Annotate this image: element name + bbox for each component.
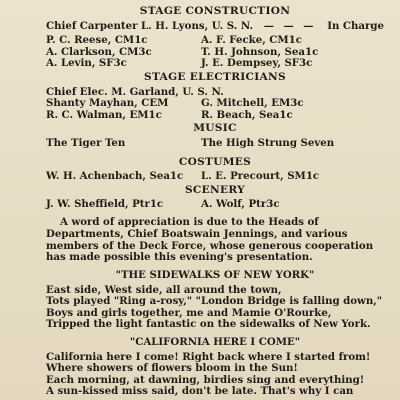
- crew-member: G. Mitchell, EM3c: [201, 97, 304, 110]
- crew-member: Shanty Mayhan, CEM: [46, 97, 169, 110]
- lyric-line: California here I come! Right back where I started from!: [46, 350, 371, 363]
- music-row: [46, 138, 384, 150]
- crew-member: J. W. Sheffield, Ptr1c: [46, 198, 164, 211]
- crew-row: [46, 199, 384, 211]
- crew-member: R. Beach, Sea1c: [201, 108, 293, 121]
- song-title: "CALIFORNIA HERE I COME": [129, 336, 301, 349]
- program-content: [46, 4, 384, 398]
- lyric-line: Boys and girls together, me and Mamie O'Rourke,: [46, 306, 332, 319]
- lyric-line: Tripped the light fantastic on the sidewalks of New York.: [46, 318, 371, 331]
- lyric-line: Where showers of flowers bloom in the Sun!: [46, 362, 298, 375]
- crew-member: A. F. Fecke, CM1c: [201, 34, 302, 47]
- costumes-heading: COSTUMES: [178, 155, 252, 168]
- crew-member: L. E. Precourt, SM1c: [201, 170, 320, 183]
- chief-carpenter: Chief Carpenter L. H. Lyons, U. S. N.: [46, 19, 254, 32]
- lyric-line: Tots played "Ring a-rosy," "London Bridge is falling down,": [46, 295, 383, 308]
- crew-row: [46, 171, 384, 183]
- crew-row: [46, 58, 384, 70]
- music-heading: MUSIC: [193, 122, 237, 135]
- band-name: The High Strung Seven: [201, 136, 335, 149]
- crew-row: [46, 110, 384, 122]
- lyric-line: East side, West side, all around the town,: [46, 283, 282, 296]
- crew-member: R. C. Walman, EM1c: [46, 108, 162, 121]
- charge-dashes: — — —: [263, 19, 317, 32]
- lyric-line: Each morning, at dawning, birdies sing and everything!: [46, 373, 365, 386]
- crew-member: W. H. Achenbach, Sea1c: [46, 170, 184, 183]
- chief-carpenter-line: [46, 21, 384, 33]
- crew-member: A. Wolf, Ptr3c: [201, 198, 280, 211]
- band-name: The Tiger Ten: [46, 136, 126, 149]
- lyric-line: A sun-kissed miss said, don't be late. That's why I can: [46, 385, 354, 398]
- crew-member: P. C. Reese, CM1c: [46, 34, 148, 47]
- song-title: "THE SIDEWALKS OF NEW YORK": [115, 269, 315, 282]
- in-charge-label: In Charge: [327, 19, 384, 32]
- appreciation-paragraph: A word of appreciation is due to the Heads of Departments, Chief Boatswain Jennings, and various members of the Deck Force, whose generous cooperation has made possible this evening's presentation.: [46, 215, 374, 264]
- crew-member: T. H. Johnson, Sea1c: [201, 45, 319, 58]
- crew-member: A. Clarkson, CM3c: [46, 45, 152, 58]
- stage-electricians-heading: STAGE ELECTRICIANS: [144, 70, 286, 83]
- stage-construction-heading: STAGE CONSTRUCTION: [139, 5, 291, 17]
- crew-member: J. E. Dempsey, SF3c: [201, 57, 313, 70]
- crew-member: A. Levin, SF3c: [46, 57, 127, 70]
- scenery-heading: SCENERY: [184, 183, 246, 196]
- chief-electrician: Chief Elec. M. Garland, U. S. N.: [46, 85, 224, 98]
- crew-row: [46, 98, 384, 110]
